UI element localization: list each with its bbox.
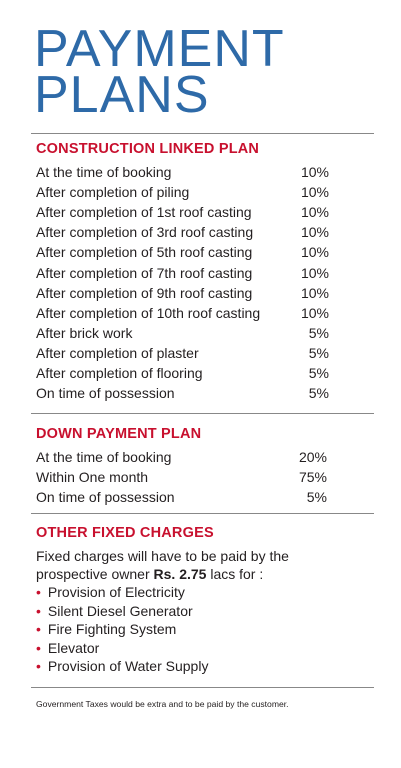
footnote: Government Taxes would be extra and to be paid by the customer. [36, 699, 289, 709]
bullet-icon: • [36, 621, 41, 637]
plan-row-percent: 10% [300, 284, 329, 301]
page-title [34, 20, 285, 124]
plan-row-label: At the time of booking [36, 164, 172, 180]
plan-row [36, 487, 327, 507]
plan-row-label: After completion of 1st roof casting [36, 204, 252, 221]
plan-row-label: On time of possession [36, 385, 175, 402]
bullet-icon: • [36, 658, 41, 674]
plan-row-percent: 10% [300, 304, 329, 321]
plan-row [36, 162, 329, 182]
plan-row-percent: 10% [300, 264, 329, 281]
plan-row-label: After completion of 3rd roof casting [36, 224, 254, 241]
plan-row [36, 383, 329, 403]
plan-row-percent: 10% [300, 204, 329, 221]
plan-row-percent: 10% [300, 184, 329, 201]
plan-row-label: After completion of piling [36, 184, 190, 201]
plan-row-label: After completion of plaster [36, 344, 199, 361]
construction-plan-heading: CONSTRUCTION LINKED PLAN [36, 141, 260, 157]
page-title-line-1: PAYMENT [34, 20, 285, 78]
divider [31, 413, 374, 414]
plan-row-percent: 5% [308, 324, 329, 341]
charge-list-item [36, 602, 193, 620]
plan-row [36, 202, 329, 222]
plan-row [36, 447, 327, 467]
divider [31, 133, 374, 134]
intro-text-end: lacs for : [206, 566, 264, 582]
plan-row-label: At the time of booking [36, 449, 172, 465]
divider [31, 687, 374, 688]
charge-list-item [36, 657, 208, 675]
plan-row-label: After completion of flooring [36, 365, 203, 381]
plan-row-percent: 5% [306, 489, 327, 506]
plan-row [36, 363, 329, 383]
plan-row-label: After brick work [36, 324, 133, 341]
plan-row [36, 283, 329, 303]
charge-item-label: Fire Fighting System [47, 621, 177, 637]
plan-row [36, 323, 329, 343]
plan-row [36, 467, 327, 487]
plan-row-label: Within One month [36, 469, 149, 486]
charge-item-label: Elevator [47, 639, 100, 656]
plan-row-label: After completion of 5th roof casting [36, 244, 253, 261]
charge-list-item [36, 639, 99, 657]
plan-row-percent: 10% [300, 244, 329, 261]
intro-text: Fixed charges will have to be paid by the prospective owner [36, 548, 289, 582]
plan-row-percent: 10% [300, 164, 329, 180]
plan-row-percent: 75% [298, 469, 327, 486]
other-charges-heading: OTHER FIXED CHARGES [36, 525, 214, 541]
charge-item-label: Provision of Electricity [47, 584, 185, 600]
plan-row [36, 182, 329, 202]
other-charges-intro [36, 547, 356, 583]
plan-row-percent: 20% [298, 449, 327, 465]
charge-list-item [36, 583, 185, 601]
plan-row [36, 343, 329, 363]
plan-row-percent: 5% [308, 344, 329, 361]
charge-item-label: Silent Diesel Generator [47, 602, 193, 619]
plan-row-label: After completion of 10th roof casting [36, 304, 261, 321]
plan-row [36, 222, 329, 242]
down-payment-plan-heading: DOWN PAYMENT PLAN [36, 426, 202, 442]
charge-list-item [36, 620, 176, 638]
plan-row [36, 263, 329, 283]
bullet-icon: • [36, 602, 41, 619]
divider [31, 513, 374, 514]
plan-row-percent: 5% [308, 365, 329, 381]
plan-row [36, 303, 329, 323]
charge-amount: Rs. 2.75 [153, 566, 207, 582]
bullet-icon: • [36, 639, 41, 656]
plan-row-percent: 5% [308, 385, 329, 402]
plan-row-percent: 10% [300, 224, 329, 241]
plan-row-label: After completion of 7th roof casting [36, 264, 253, 281]
plan-row-label: On time of possession [36, 489, 175, 506]
plan-row-label: After completion of 9th roof casting [36, 284, 253, 301]
bullet-icon: • [36, 584, 41, 600]
charge-item-label: Provision of Water Supply [47, 658, 209, 674]
plan-row [36, 242, 329, 262]
page-title-line-2: PLANS [34, 66, 210, 124]
